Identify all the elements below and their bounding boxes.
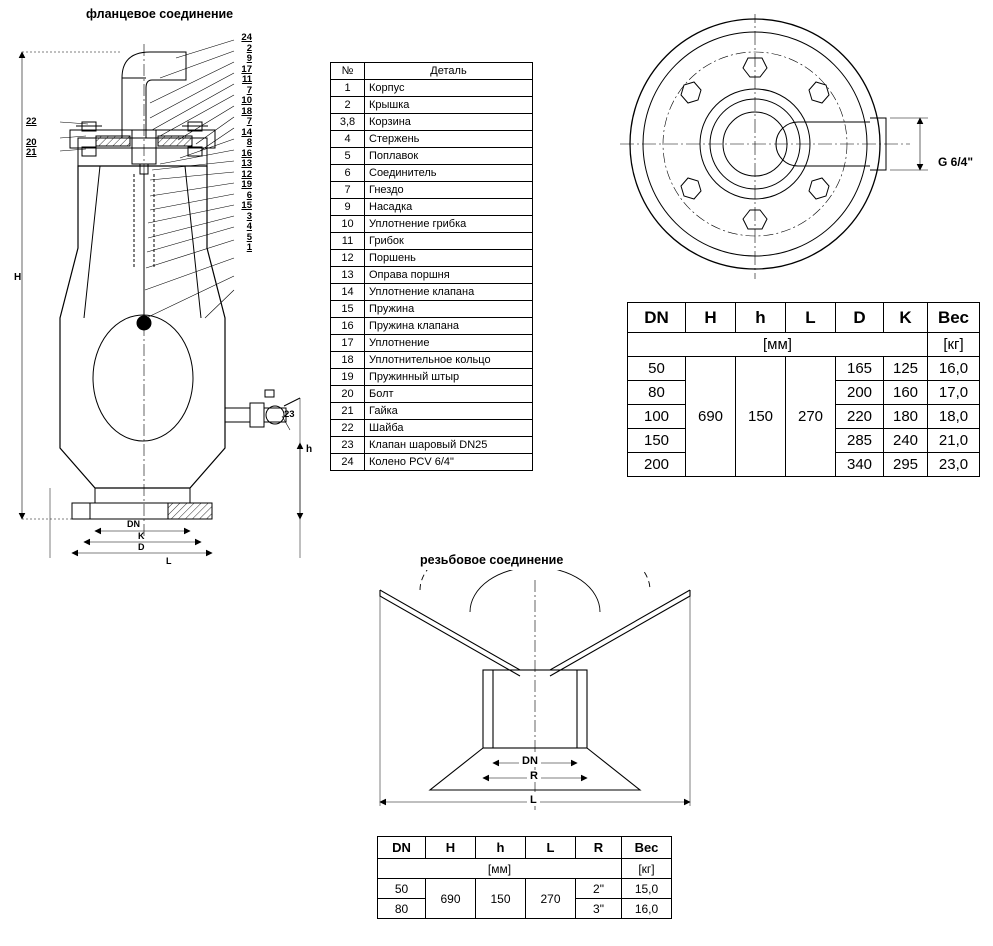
unit-kg: [кг]: [622, 859, 672, 879]
table-row: [331, 267, 533, 284]
cell-weight: 18,0: [928, 405, 980, 429]
unit-kg: [кг]: [928, 333, 980, 357]
parts-table: [330, 62, 533, 471]
col-D: D: [836, 303, 884, 333]
table-row: [331, 148, 533, 165]
dim-label-R-threaded: R: [527, 770, 541, 782]
unit-mm: [мм]: [628, 333, 928, 357]
col-DN: DN: [378, 837, 426, 859]
part-name: Уплотнение: [365, 335, 533, 352]
table-row: [331, 216, 533, 233]
part-num: 1: [331, 80, 365, 97]
cell-weight: 23,0: [928, 453, 980, 477]
part-num: 7: [331, 182, 365, 199]
table-row: [331, 80, 533, 97]
leader-num: 6: [246, 189, 252, 201]
part-name: Крышка: [365, 97, 533, 114]
part-num: 6: [331, 165, 365, 182]
dim-label-DN-threaded: DN: [519, 755, 541, 767]
table-row: [331, 233, 533, 250]
leader-num: 12: [241, 168, 252, 180]
part-num: 14: [331, 284, 365, 301]
table-row: [331, 335, 533, 352]
leader-num: 8: [246, 137, 252, 148]
cell-DN: 80: [628, 381, 686, 405]
cell-DN: 80: [378, 899, 426, 919]
part-num: 19: [331, 369, 365, 386]
part-num: 20: [331, 386, 365, 403]
cell-weight: 15,0: [622, 879, 672, 899]
part-name: Болт: [365, 386, 533, 403]
dim-label-D: D: [138, 542, 145, 552]
cell-K: 180: [884, 405, 928, 429]
cell-DN: 100: [628, 405, 686, 429]
cell-weight: 17,0: [928, 381, 980, 405]
table-row: [331, 182, 533, 199]
table-flanged-dimensions: [627, 302, 980, 477]
leader-num: 5: [246, 231, 252, 243]
table-row: [331, 284, 533, 301]
heading-flanged: фланцевое соединение: [86, 7, 234, 21]
cell-h: 150: [736, 357, 786, 477]
leader-num: 20: [26, 136, 37, 148]
leader-num: 16: [241, 147, 252, 159]
cell-R: 3": [576, 899, 622, 919]
col-h: h: [476, 837, 526, 859]
part-num: 11: [331, 233, 365, 250]
table-row: [331, 352, 533, 369]
table-row: [331, 369, 533, 386]
cell-K: 125: [884, 357, 928, 381]
leader-num: 17: [241, 63, 252, 75]
cell-K: 160: [884, 381, 928, 405]
table-row: [331, 437, 533, 454]
part-name: Насадка: [365, 199, 533, 216]
part-name: Корзина: [365, 114, 533, 131]
leader-num: 7: [246, 116, 252, 127]
threaded-view-drawing: [360, 570, 710, 820]
part-name: Стержень: [365, 131, 533, 148]
part-name: Гнездо: [365, 182, 533, 199]
cell-weight: 16,0: [928, 357, 980, 381]
leader-num: 21: [26, 147, 37, 158]
cell-weight: 21,0: [928, 429, 980, 453]
leader-num: 1: [246, 242, 252, 253]
table-row: [628, 357, 980, 381]
unit-row: [628, 333, 980, 357]
callout-ball-valve: 23: [284, 409, 295, 420]
col-weight: Вес: [928, 303, 980, 333]
part-num: 23: [331, 437, 365, 454]
flanged-section-drawing: [0, 18, 320, 558]
table-row: [331, 403, 533, 420]
part-num: 22: [331, 420, 365, 437]
leader-num: 10: [241, 95, 252, 106]
part-num: 4: [331, 131, 365, 148]
part-name: Шайба: [365, 420, 533, 437]
dim-label-L-threaded: L: [527, 794, 540, 806]
table-row: [378, 879, 672, 899]
part-num: 10: [331, 216, 365, 233]
part-name: Поршень: [365, 250, 533, 267]
cell-L: 270: [786, 357, 836, 477]
cell-R: 2": [576, 879, 622, 899]
unit-row: [378, 859, 672, 879]
cell-D: 165: [836, 357, 884, 381]
dim-label-H: H: [14, 272, 22, 283]
flanged-leader-numbers-left: [26, 117, 42, 159]
dim-label-DN: DN: [127, 519, 140, 529]
cell-D: 285: [836, 429, 884, 453]
part-name: Уплотнение грибка: [365, 216, 533, 233]
cell-D: 340: [836, 453, 884, 477]
table-row: [331, 199, 533, 216]
cell-DN: 50: [628, 357, 686, 381]
cell-D: 220: [836, 405, 884, 429]
front-plan-view: [610, 14, 950, 284]
cell-DN: 200: [628, 453, 686, 477]
part-name: Пружина клапана: [365, 318, 533, 335]
cell-DN: 50: [378, 879, 426, 899]
col-H: H: [686, 303, 736, 333]
part-num: 17: [331, 335, 365, 352]
part-name: Уплотнительное кольцо: [365, 352, 533, 369]
table-row: [331, 114, 533, 131]
leader-num: 18: [241, 105, 252, 117]
cell-K: 240: [884, 429, 928, 453]
part-num: 24: [331, 454, 365, 471]
leader-num: 22: [26, 116, 37, 127]
leader-num: 4: [246, 221, 252, 232]
part-num: 3,8: [331, 114, 365, 131]
part-num: 5: [331, 148, 365, 165]
table-row: [331, 97, 533, 114]
part-num: 21: [331, 403, 365, 420]
col-L: L: [786, 303, 836, 333]
part-name: Пружинный штыр: [365, 369, 533, 386]
parts-header-name: Деталь: [365, 63, 533, 80]
part-num: 2: [331, 97, 365, 114]
cell-H: 690: [686, 357, 736, 477]
part-name: Гайка: [365, 403, 533, 420]
cell-D: 200: [836, 381, 884, 405]
table-row: [331, 165, 533, 182]
leader-num: 19: [241, 179, 252, 190]
part-name: Поплавок: [365, 148, 533, 165]
part-num: 15: [331, 301, 365, 318]
table-threaded-dimensions: [377, 836, 672, 919]
dim-label-K: K: [138, 531, 145, 541]
part-num: 13: [331, 267, 365, 284]
part-name: Клапан шаровый DN25: [365, 437, 533, 454]
col-L: L: [526, 837, 576, 859]
table-row: [331, 318, 533, 335]
heading-threaded: резьбовое соединение: [420, 553, 564, 567]
table-row: [331, 131, 533, 148]
col-h: h: [736, 303, 786, 333]
leader-num: 15: [241, 200, 252, 211]
dim-label-L: L: [166, 556, 172, 566]
cell-H: 690: [426, 879, 476, 919]
part-name: Соединитель: [365, 165, 533, 182]
part-name: Грибок: [365, 233, 533, 250]
part-num: 16: [331, 318, 365, 335]
table-row: [331, 250, 533, 267]
cell-h: 150: [476, 879, 526, 919]
cell-K: 295: [884, 453, 928, 477]
table-row: [331, 386, 533, 403]
table-row: [331, 454, 533, 471]
part-num: 9: [331, 199, 365, 216]
col-R: R: [576, 837, 622, 859]
cell-DN: 150: [628, 429, 686, 453]
part-name: Оправа поршня: [365, 267, 533, 284]
leader-num: 9: [246, 53, 252, 64]
part-num: 18: [331, 352, 365, 369]
col-H: H: [426, 837, 476, 859]
dim-label-h: h: [306, 444, 313, 455]
table-row: [331, 420, 533, 437]
part-name: Уплотнение клапана: [365, 284, 533, 301]
col-K: K: [884, 303, 928, 333]
col-weight: Вес: [622, 837, 672, 859]
leader-num: 7: [246, 84, 252, 96]
cell-L: 270: [526, 879, 576, 919]
col-DN: DN: [628, 303, 686, 333]
unit-mm: [мм]: [378, 859, 622, 879]
flanged-leader-numbers-right: [236, 33, 252, 254]
part-name: Корпус: [365, 80, 533, 97]
parts-header-num: №: [331, 63, 365, 80]
leader-num: 3: [246, 210, 252, 222]
part-name: Колено PCV 6/4": [365, 454, 533, 471]
part-name: Пружина: [365, 301, 533, 318]
cell-weight: 16,0: [622, 899, 672, 919]
leader-num: 24: [241, 32, 252, 43]
table-row: [331, 301, 533, 318]
leader-num: 11: [241, 74, 252, 85]
leader-num: 13: [241, 158, 252, 169]
leader-num: 14: [241, 126, 252, 138]
part-num: 12: [331, 250, 365, 267]
thread-label-G: G 6/4": [938, 155, 974, 169]
leader-num: 2: [246, 42, 252, 54]
